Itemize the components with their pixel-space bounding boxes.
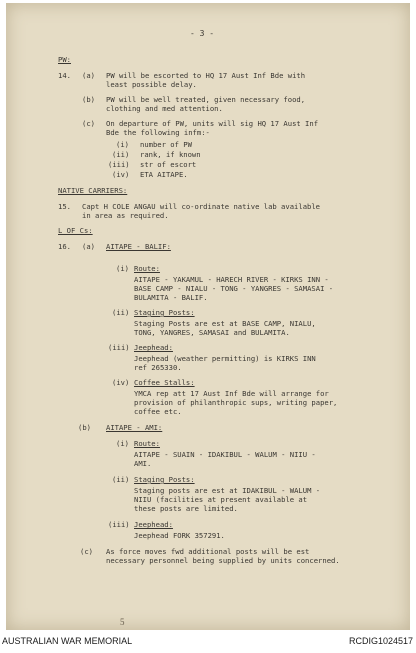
footer-left-label: AUSTRALIAN WAR MEMORIAL — [2, 636, 133, 646]
loc-b-title: AITAPE - AMI: — [106, 423, 163, 432]
pw-b-label: (b) — [82, 95, 95, 104]
a-coffee-line2: provision of philanthropic sups, writing paper, — [134, 398, 338, 407]
a-staging-label: Staging Posts: — [134, 308, 195, 317]
loc-c-line2: necessary personnel being supplied by units concerned. — [106, 556, 340, 565]
a-jeephead-line2: ref 265330. — [134, 363, 182, 372]
loc-a-title: AITAPE - BALIF: — [106, 242, 171, 251]
b-jeephead-num: (iii) — [108, 520, 130, 529]
pw-item-num: (iii) — [108, 160, 130, 169]
a-route-label: Route: — [134, 264, 160, 273]
a-route-line3: BULAMITA - BALIF. — [134, 293, 208, 302]
a-staging-line2: TONG, YANGRES, SAMASAI and BULAMITA. — [134, 328, 290, 337]
pw-item-num: (ii) — [112, 150, 130, 159]
b-route-line2: AMI. — [134, 459, 152, 468]
loc-a-label: (a) — [82, 242, 95, 251]
a-route-num: (i) — [116, 264, 129, 273]
pw-c-label: (c) — [82, 119, 95, 128]
b-staging-label: Staging Posts: — [134, 475, 195, 484]
pw-item-text: rank, if known — [140, 150, 201, 159]
pw-c-line2: Bde the following infm:- — [106, 128, 210, 137]
loc-c-label: (c) — [80, 547, 93, 556]
a-staging-line1: Staging Posts are est at BASE CAMP, NIALU, — [134, 319, 316, 328]
b-staging-line2: NIIU (facilities at present available at — [134, 495, 308, 504]
pw-a-line1: PW will be escorted to HQ 17 Aust Inf Bde with — [106, 71, 306, 80]
b-route-label: Route: — [134, 439, 160, 448]
page-number: - 3 - — [190, 29, 215, 38]
b-staging-line3: these posts are limited. — [134, 504, 238, 513]
pw-heading: PW: — [58, 55, 71, 64]
pw-b-line2: clothing and med attention. — [106, 104, 223, 113]
carriers-line1: Capt H COLE ANGAU will co-ordinate native lab available — [82, 202, 320, 211]
a-route-line1: AITAPE - YAKAMUL - HARECH RIVER - KIRKS INN - — [134, 275, 329, 284]
carriers-line2: in area as required. — [82, 211, 169, 220]
a-staging-num: (ii) — [112, 308, 130, 317]
pw-item-text: ETA AITAPE. — [140, 170, 188, 179]
loc-heading: L OF Cs: — [58, 226, 93, 235]
a-coffee-label: Coffee Stalls: — [134, 378, 195, 387]
para-14-number: 14. — [58, 71, 71, 80]
para-15-number: 15. — [58, 202, 71, 211]
b-route-line1: AITAPE - SUAIN - IDAKIBUL - WALUM - NIIU - — [134, 450, 316, 459]
b-jeephead-line1: Jeephead FORK 357291. — [134, 531, 225, 540]
a-route-line2: BASE CAMP - NIALU - TONG - YANGRES - SAMASAI - — [134, 284, 334, 293]
native-carriers-heading: NATIVE CARRIERS: — [58, 186, 128, 195]
pw-item-num: (iv) — [112, 170, 130, 179]
pw-a-label: (a) — [82, 71, 95, 80]
b-jeephead-label: Jeephead: — [134, 520, 173, 529]
a-jeephead-num: (iii) — [108, 343, 130, 352]
pw-item-text: number of PW — [140, 140, 192, 149]
para-16-number: 16. — [58, 242, 71, 251]
handwritten-mark: 5 — [120, 617, 125, 627]
a-jeephead-label: Jeephead: — [134, 343, 173, 352]
a-jeephead-line1: Jeephead (weather permitting) is KIRKS INN — [134, 354, 316, 363]
a-coffee-line1: YMCA rep att 17 Aust Inf Bde will arrange for — [134, 389, 329, 398]
pw-item-num: (i) — [116, 140, 129, 149]
pw-a-line2: least possible delay. — [106, 80, 197, 89]
pw-b-line1: PW will be well treated, given necessary food, — [106, 95, 306, 104]
b-route-num: (i) — [116, 439, 129, 448]
pw-item-text: str of escort — [140, 160, 197, 169]
b-staging-line1: Staging posts are est at IDAKIBUL - WALUM - — [134, 486, 321, 495]
loc-c-line1: As force moves fwd additional posts will be est — [106, 547, 310, 556]
document-page — [6, 3, 410, 630]
pw-c-line1: On departure of PW, units will sig HQ 17 Aust Inf — [106, 119, 319, 128]
loc-b-label: (b) — [78, 423, 91, 432]
footer-right-id: RCDIG1024517 — [348, 636, 413, 646]
a-coffee-line3: coffee etc. — [134, 407, 182, 416]
a-coffee-num: (iv) — [112, 378, 130, 387]
b-staging-num: (ii) — [112, 475, 130, 484]
